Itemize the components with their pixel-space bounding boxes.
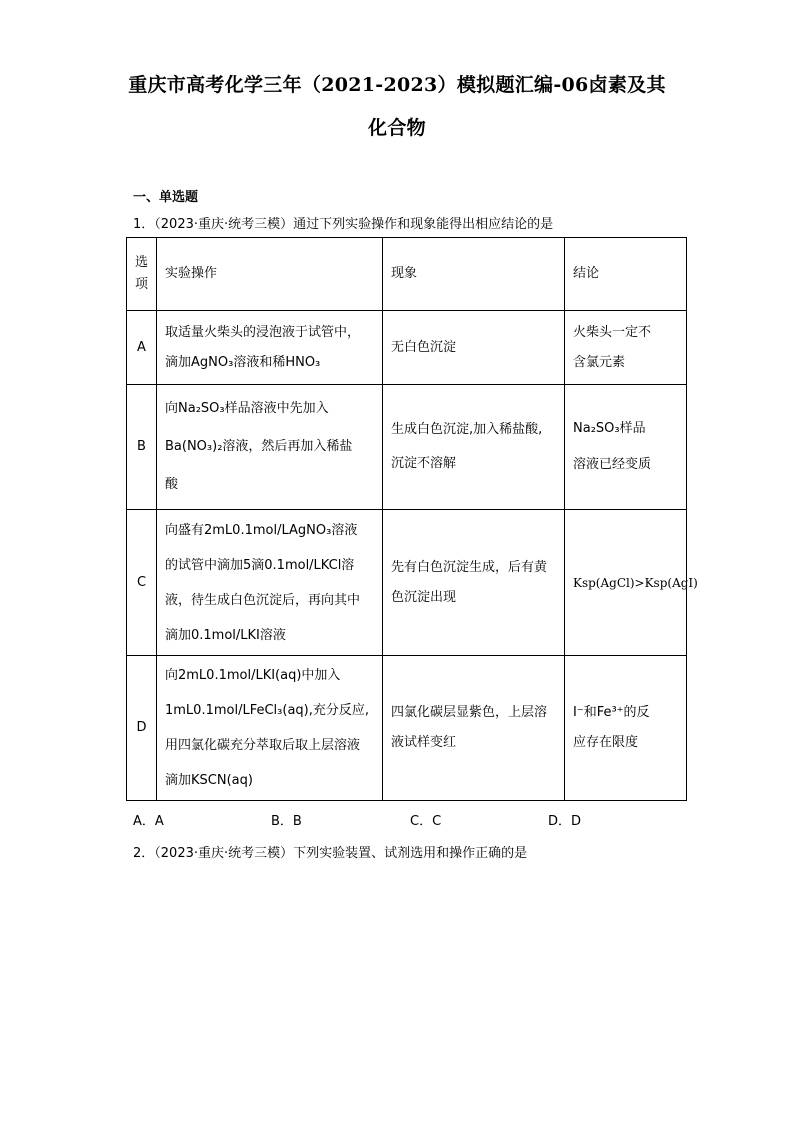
row-d-phenomenon-line: 四氯化碳层显紫色，上层溶 bbox=[391, 705, 548, 720]
row-d-operation bbox=[157, 656, 383, 801]
header-option-text: 选项 bbox=[134, 255, 148, 292]
table-row bbox=[127, 311, 687, 385]
row-a-operation-line: 取适量火柴头的浸泡液于试管中， bbox=[165, 324, 361, 340]
row-option-a: A bbox=[127, 311, 157, 385]
document-title-line-2: 化合物 bbox=[368, 117, 426, 139]
row-a-operation bbox=[157, 311, 383, 385]
row-c-operation bbox=[157, 510, 383, 656]
row-c-operation-line: 向盛有2mL0.1mol/LAgNO₃溶液 bbox=[165, 522, 358, 538]
row-b-conclusion-line: Na₂SO₃样品 bbox=[573, 421, 646, 436]
row-d-conclusion-line: I⁻和Fe³⁺的反 bbox=[573, 705, 650, 720]
header-conclusion: 结论 bbox=[565, 238, 687, 311]
row-b-conclusion bbox=[565, 385, 687, 510]
choice-d: D．D bbox=[548, 814, 582, 829]
row-b-operation-line: 向Na₂SO₃样品溶液中先加入 bbox=[165, 401, 329, 416]
question-1-table-wrapper bbox=[126, 237, 698, 802]
row-c-phenomenon-line: 先有白色沉淀生成，后有黄 bbox=[391, 559, 548, 575]
row-d-conclusion bbox=[565, 656, 687, 801]
row-d-conclusion-line: 应存在限度 bbox=[573, 735, 639, 750]
row-option-b: B bbox=[127, 385, 157, 510]
row-b-operation-line: 酸 bbox=[165, 477, 179, 492]
table-row bbox=[127, 656, 687, 801]
row-c-operation-line: 滴加0.1mol/LKI溶液 bbox=[165, 627, 286, 643]
header-phenomenon: 现象 bbox=[383, 238, 565, 311]
choice-b: B．B bbox=[271, 814, 302, 829]
row-a-phenomenon-line: 无白色沉淀 bbox=[391, 339, 457, 355]
row-option-d: D bbox=[127, 656, 157, 801]
section-heading: 一、单选题 bbox=[133, 190, 199, 205]
question-2-stem: 2．（2023·重庆·统考三模）下列实验装置、试剂选用和操作正确的是 bbox=[133, 846, 528, 861]
row-c-operation-line: 液，待生成白色沉淀后，再向其中 bbox=[165, 592, 361, 608]
row-b-phenomenon-line: 生成白色沉淀,加入稀盐酸, bbox=[391, 422, 543, 437]
table-row bbox=[127, 385, 687, 510]
row-c-phenomenon-line: 色沉淀出现 bbox=[391, 589, 457, 605]
row-a-phenomenon bbox=[383, 311, 565, 385]
row-a-conclusion bbox=[565, 311, 687, 385]
row-d-operation-line: 向2mL0.1mol/LKI(aq)中加入 bbox=[165, 668, 341, 683]
row-d-operation-line: 用四氯化碳充分萃取后取上层溶液 bbox=[165, 738, 361, 753]
row-c-conclusion-line: Ksp(AgCl)>Ksp(AgI) bbox=[573, 575, 698, 590]
row-b-operation-line: Ba(NO₃)₂溶液，然后再加入稀盐 bbox=[165, 439, 353, 454]
row-c-conclusion bbox=[565, 510, 698, 656]
row-a-operation-line: 滴加AgNO₃溶液和稀HNO₃ bbox=[165, 354, 321, 370]
question-1-stem: 1．（2023·重庆·统考三模）通过下列实验操作和现象能得出相应结论的是 bbox=[133, 217, 554, 232]
choice-a: A．A bbox=[133, 814, 164, 829]
choice-c: C．C bbox=[410, 814, 442, 829]
table-header-row bbox=[127, 238, 687, 311]
row-d-operation-line: 1mL0.1mol/LFeCl₃(aq),充分反应, bbox=[165, 703, 369, 718]
row-a-conclusion-line: 火柴头一定不 bbox=[573, 324, 652, 340]
row-b-conclusion-line: 溶液已经变质 bbox=[573, 457, 652, 472]
row-b-phenomenon-line: 沉淀不溶解 bbox=[391, 456, 457, 471]
question-1-table bbox=[126, 237, 698, 801]
row-a-conclusion-line: 含氯元素 bbox=[573, 354, 626, 370]
row-d-operation-line: 滴加KSCN(aq) bbox=[165, 773, 253, 788]
row-c-operation-line: 的试管中滴加5滴0.1mol/LKCl溶 bbox=[165, 557, 355, 573]
row-b-operation bbox=[157, 385, 383, 510]
row-d-phenomenon bbox=[383, 656, 565, 801]
row-d-phenomenon-line: 液试样变红 bbox=[391, 735, 457, 750]
table-row bbox=[127, 510, 687, 656]
row-option-c: C bbox=[127, 510, 157, 656]
document-title-line-1: 重庆市高考化学三年（2021-2023）模拟题汇编-06卤素及其 bbox=[128, 74, 666, 96]
row-b-phenomenon bbox=[383, 385, 565, 510]
row-c-phenomenon bbox=[383, 510, 565, 656]
header-operation: 实验操作 bbox=[157, 238, 383, 311]
header-option bbox=[127, 238, 157, 311]
